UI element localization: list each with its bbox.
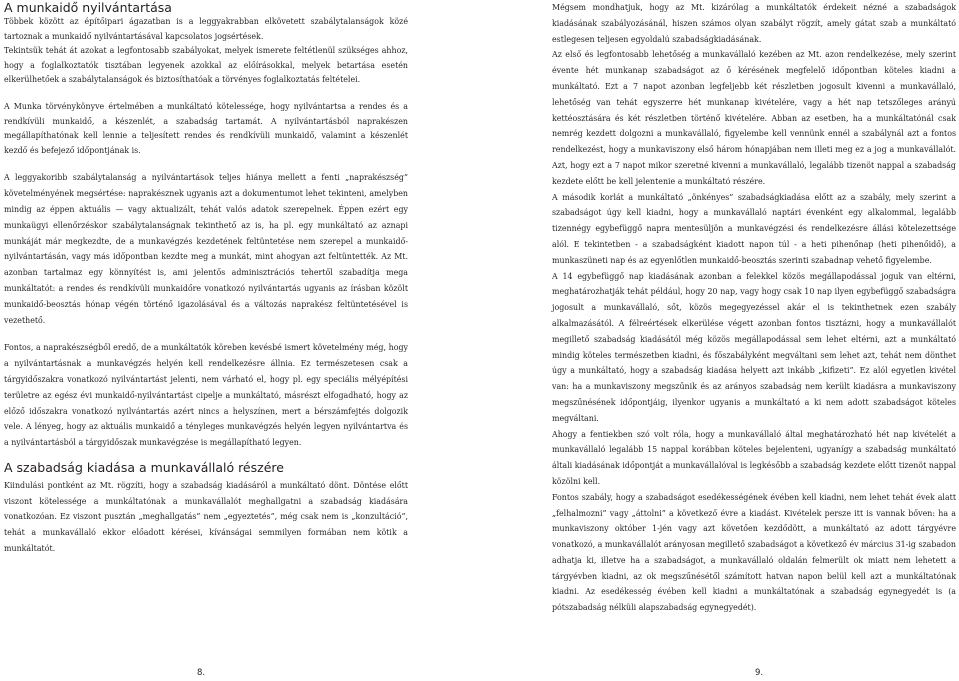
page-number-right: 9.: [755, 668, 764, 678]
section-title: A munkaidő nyilvántartása: [4, 0, 172, 15]
paragraph: A leggyakoribb szabálytalanság a nyilvántartások teljes hiánya mellett a fenti „naprakészség” követelményének megsértése: naprakésznek ugyanis azt a dokumentumot lehet tekinteni, amelyben mindig az éppen aktuális — vagy aktualizált, tehát valós adatok szerepelnek. Éppen ezért egy munkaügyi ellenőrzéskor szabálytalanságnak tekinthető az is, ha pl. egy munkáltató az aznapi munkáját már megkezdte, de a munkavégzés kezdetének feltüntetése nem szerepel a munkaidő-nyilvántartásán, vagy más időpontban kezdte meg a munkát, mint ahogyan azt feltüntették. Az Mt. azonban tartalmaz egy könnyítést is, ami jelentős adminisztrációs tehertől szabadítja mega munkáltatót: a rendes és rendkívüli munkaidőre vonatkozó nyilvántartás ugyanis az írásban közölt munkaidő-beosztás hónap végén történő igazolásával és a változás naprakész feltüntetésével is vezethető.: [4, 173, 408, 325]
paragraph: Tekintsük tehát át azokat a legfontosabb szabályokat, melyek ismerete feltétlenül szükséges ahhoz, hogy a foglalkoztatók tisztában legyenek azokkal az előírásokkal, melyek betartása esetén elkerülhetőek a szabálytalanságok és biztosíthatóak a törvényes foglalkoztatás feltételei.: [4, 46, 408, 85]
paragraph: Kiindulási pontként az Mt. rögzíti, hogy a szabadság kiadásáról a munkáltató dönt. Döntése előtt viszont kötelessége a munkáltatónak a munkavállalót meghallgatni a szabadság kiadására vonatkozóan. Ez viszont pusztán „meghallgatás” nem „egyeztetés”, még csak nem is „konzultáció”, tehát a munkavállaló ekkor előadott kérései, kívánságai semmilyen formában nem kötik a munkáltatót.: [4, 480, 408, 554]
paragraph: Fontos szabály, hogy a szabadságot esedékességének évében kell kiadni, nem lehet tehát évek alatt „felhalmozni” vagy „áttolni” a következő évre a kiadást. Kivételek persze itt is vannak bőven: ha a munkaviszony október 1-jén vagy azt követően kezdődött, a munkáltató az adott tárgyévre vonatkozó, a munkavállalót arányosan megillető szabadságot a következő év március 31-ig szabadon adhatja ki, illetve ha a szabadságot, a munkavállaló oldalán felmerült ok miatt nem lehetett a tárgyévben kiadni, az ok megszűnésétől számított hatvan napon belül kell azt a munkáltatónak kiadni. Az esedékesség évében kell kiadni a munkáltatónak a szabadság egynegyedét is (a pótszabadság nélküli alapszabadság egynegyedét).: [552, 492, 956, 613]
paragraph: A 14 egybefüggő nap kiadásának azonban a felekkel közös megállapodással joguk van eltérni, meghatározhatják tehát például, hogy 20 nap, vagy hogy csak 10 nap ilyen egybefüggő szabadságra jogosult a munkavállaló, sőt, közös megegyezéssel akár el is tekinthetnek ezen szabály alkalmazásától. A félreértések elkerülése végett azonban fontos tisztázni, hogy a munkavállalót megillető szabadság kiadásától még közös megállapodással sem lehet eltérni, azt a munkáltató mindig köteles természetben kiadni, és főszabályként megváltani sem lehet azt, tehát nem dönthet úgy a munkáltató, hogy a szabadság kiadása helyett azt inkább „kifizeti”. Ez alól egyetlen kivétel van: ha a munkaviszony megszűnik és az arányos szabadság nem került kiadásra a munkaviszony megszűnésének időpontjáig, ilyenkor ugyanis a munkáltató a ki nem adott szabadságot köteles megváltani.: [552, 271, 956, 423]
paragraph: Fontos, a naprakészségből eredő, de a munkáltatók köreben kevésbé ismert követelmény még, hogy a nyilvántartásnak a munkavégzés helyén kell rendelkezésre állnia. Ez természetesen csak a tárgyidőszakra vonatkozó nyilvántartást jelenti, nem várható el, hogy pl. egy speciális mélyépítési területre az egész évi munkaidő-nyilvántartást cipelje a munkáltató, másrészt elfogadható, hogy az előző időszakra vonatkozó nyilvántartás azért nincs a helyszínen, mert a bérszámfejtés dolgozik vele. A lényeg, hogy az aktuális munkaidő a tényleges munkavégzés helyén legyen nyilvántartva és a nyilvántartásból a tárgyidőszak munkavégzése is megállapítható legyen.: [4, 343, 408, 448]
paragraph: A Munka törvénykönyve értelmében a munkáltató kötelessége, hogy nyilvántartsa a rendes és a rendkívüli munkaidő, a készenlét, a szabadság tartamát. A nyilvántartásból naprakészen megállapíthatónak kell lennie a teljesített rendes és rendkívüli munkaidő, valamint a készenlét kezdő és befejező időpontjának is.: [4, 101, 408, 155]
left-page-column: [4, 0, 408, 557]
paragraph: Mégsem mondhatjuk, hogy az Mt. kizárólag a munkáltatók érdekeit nézné a szabadságok kiadásának szabályozásánál, hiszen számos olyan szabályt rögzít, amely gátat szab a munkáltató estlegesen teljesen egyoldalú szabadságkiadásának.: [552, 3, 956, 44]
page-number-left: 8.: [197, 668, 206, 678]
subsection-title: A szabadság kiadása a munkavállaló részére: [4, 459, 284, 475]
paragraph: Az első és legfontosabb lehetőség a munkavállaló kezében az Mt. azon rendelkezése, mely szerint évente hét munkanap szabadságot az ő kérésének megfelelő időpontban köteles kiadni a munkáltató. Ezt a 7 napot azonban legfeljebb két részletben jogosult kivenni a munkavállaló, lehetőség van tehát egyszerre hét munkanap kivételére, vagy a hét nap tetszőleges arányú kettéosztására és két részletben történő kivételére. Abban az esetben, ha a munkáltatónál csak nemrég kezdett dolgozni a munkavállaló, figyelembe kell vennünk ennél a szabálynál azt a fontos rendelkezést, hogy a munkaviszony első három hónapjában nem illeti meg ez a jog a munkavállalót. Azt, hogy ezt a 7 napot mikor szeretné kivenni a munkavállaló, legalább tizenöt nappal a szabadság kezdete előtt be kell jelentenie a munkáltató részére.: [552, 50, 956, 186]
paragraph: A második korlát a munkáltató „önkényes” szabadságkiadása előtt az a szabály, mely szerint a szabadságot úgy kell kiadni, hogy a munkavállaló naptári évenként egy alkalommal, legalább tizennégy egybefüggő napra mentesüljön a munkavégzési és rendelkezésre állási kötelezettsége alól. E tekintetben - a szabadságként kiadott napon túl - a heti pihenőnap (heti pihenőidő), a munkaszüneti nap és az egyenlőtlen munkaidő-beosztás szerinti szabadnap vehető figyelembe.: [552, 192, 956, 265]
paragraph: Ahogy a fentiekben szó volt róla, hogy a munkavállaló által meghatározható hét nap kivételét a munkavállaló legalább 15 nappal korábban köteles bejelenteni, ugyanígy a szabadság munkáltató általi kiadásának időpontját a munkavállalóval is legkésőbb a szabadság kezdete előtt tizenöt nappal közölni kell.: [552, 429, 956, 486]
intro-paragraph: Többek között az építőipari ágazatban is a leggyakrabban elkövetett szabálytalanságok közé tartoznak a munkaidő nyilvántartásával kapcsolatos jogsértések.: [4, 17, 408, 41]
right-page-column: [552, 0, 956, 616]
